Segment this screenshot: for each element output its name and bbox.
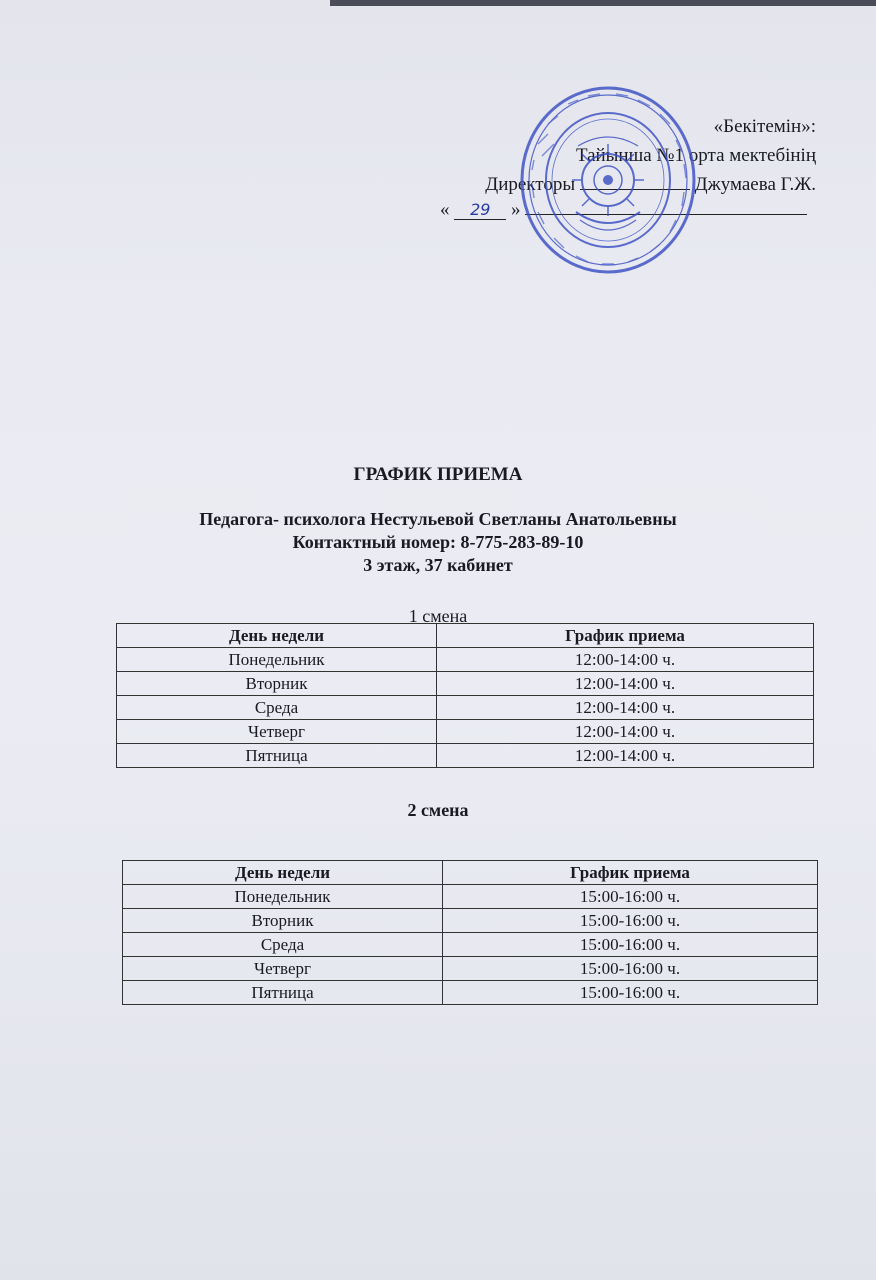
location-line: 3 этаж, 37 кабинет (363, 555, 513, 575)
date-open-quote: « (440, 199, 450, 220)
column-header-schedule: График приема (443, 861, 818, 885)
day-cell: Понедельник (117, 648, 437, 672)
table-row (117, 744, 814, 768)
day-cell: Четверг (123, 957, 443, 981)
table-row (123, 981, 818, 1005)
time-cell: 15:00-16:00 ч. (443, 933, 818, 957)
column-header-day: День недели (117, 624, 437, 648)
time-cell: 12:00-14:00 ч. (437, 696, 814, 720)
director-label: Директоры (485, 174, 576, 195)
day-cell: Вторник (123, 909, 443, 933)
time-cell: 15:00-16:00 ч. (443, 885, 818, 909)
shift2-table (122, 860, 818, 1005)
day-cell: Четверг (117, 720, 437, 744)
day-cell: Пятница (123, 981, 443, 1005)
table-row (123, 885, 818, 909)
day-cell: Пятница (117, 744, 437, 768)
table-row (123, 909, 818, 933)
day-cell: Среда (117, 696, 437, 720)
document-subtitle (0, 508, 876, 577)
person-line: Педагога- психолога Нестульевой Светланы Анатольевны (199, 509, 677, 529)
time-cell: 12:00-14:00 ч. (437, 672, 814, 696)
time-cell: 15:00-16:00 ч. (443, 981, 818, 1005)
phone-line: Контактный номер: 8-775-283-89-10 (292, 532, 584, 552)
director-name: Джумаева Г.Ж. (694, 174, 816, 195)
approval-heading: «Бекітемін»: (713, 116, 816, 137)
time-cell: 12:00-14:00 ч. (437, 648, 814, 672)
date-day: 29 (454, 200, 506, 220)
table-row (117, 696, 814, 720)
table-header-row (123, 861, 818, 885)
table-row (123, 957, 818, 981)
table-row (123, 933, 818, 957)
table-row (117, 720, 814, 744)
time-cell: 12:00-14:00 ч. (437, 720, 814, 744)
day-cell: Понедельник (123, 885, 443, 909)
approval-school: Тайынша №1 орта мектебінің (575, 145, 816, 166)
column-header-day: День недели (123, 861, 443, 885)
shift1-label: 1 смена (408, 606, 468, 626)
table-row (117, 672, 814, 696)
table-row (117, 648, 814, 672)
day-cell: Вторник (117, 672, 437, 696)
document-title: ГРАФИК ПРИЕМА (353, 464, 523, 485)
page-top-edge (330, 0, 876, 6)
shift2-label: 2 смена (407, 800, 469, 820)
table-header-row (117, 624, 814, 648)
seal-icon (518, 84, 698, 276)
time-cell: 15:00-16:00 ч. (443, 957, 818, 981)
day-cell: Среда (123, 933, 443, 957)
column-header-schedule: График приема (437, 624, 814, 648)
date-close-quote: » (511, 199, 521, 220)
time-cell: 15:00-16:00 ч. (443, 909, 818, 933)
time-cell: 12:00-14:00 ч. (437, 744, 814, 768)
shift1-table (116, 623, 814, 768)
